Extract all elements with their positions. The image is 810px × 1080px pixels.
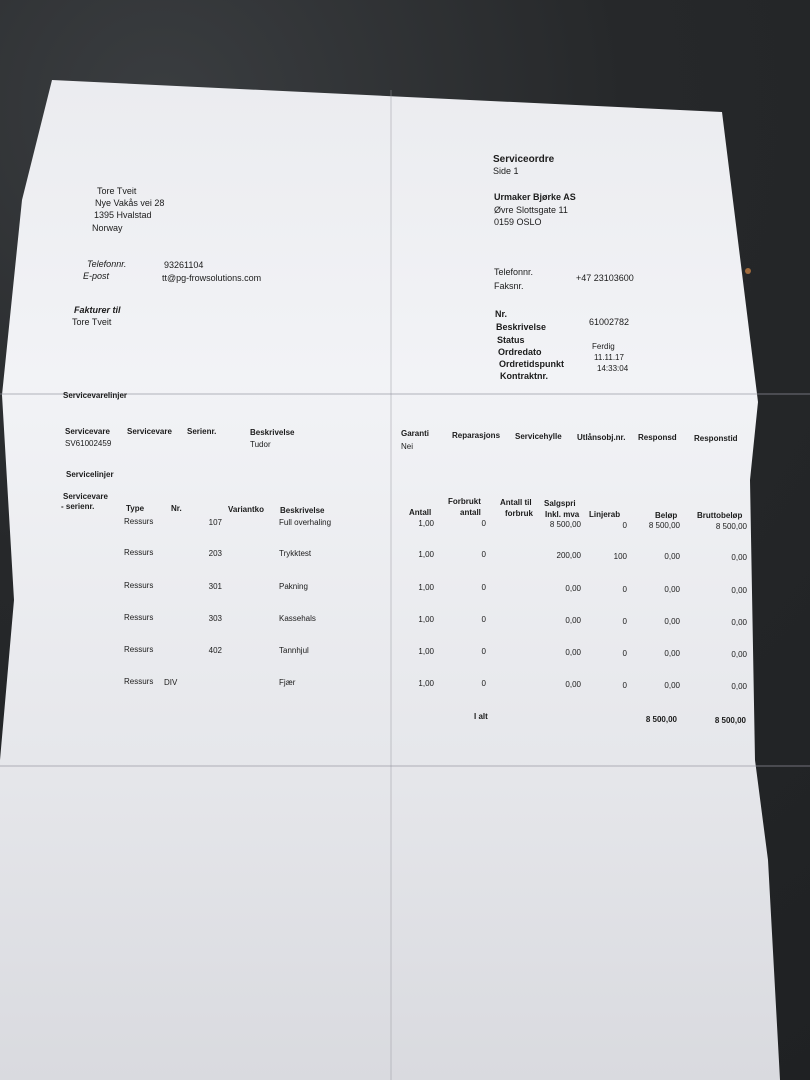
customer-postal: 1395 Hvalstad — [94, 210, 152, 220]
line-forbrukt-cell: 0 — [481, 583, 486, 593]
line-nr-cell: 301 — [208, 581, 222, 591]
lines-header: Variantko — [228, 505, 265, 514]
doc-title: Serviceordre — [493, 154, 555, 165]
lines-header: Linjerab — [589, 510, 621, 519]
line-brutto-cell: 0,00 — [731, 681, 747, 691]
line-pris-cell: 0,00 — [565, 616, 581, 625]
item-header: Beskrivelse — [250, 428, 295, 437]
line-nr-cell: DIV — [164, 677, 178, 687]
line-desc-cell: Kassehals — [279, 614, 316, 624]
line-rab-cell: 0 — [622, 648, 627, 658]
total-amount: 8 500,00 — [645, 715, 677, 724]
bill-to-label: Fakturer til — [74, 305, 121, 315]
total-gross: 8 500,00 — [714, 716, 746, 725]
line-belop-cell: 0,00 — [664, 681, 680, 691]
line-pris-cell: 0,00 — [565, 648, 581, 657]
lines-header: Forbrukt — [448, 497, 481, 506]
line-nr-cell: 203 — [208, 548, 222, 558]
item-description: Tudor — [250, 440, 271, 449]
line-antall-cell: 1,00 — [418, 518, 434, 528]
description-label: Beskrivelse — [496, 322, 547, 332]
line-pris-cell: 0,00 — [565, 584, 581, 593]
line-desc-cell: Full overhaling — [279, 518, 332, 528]
item-header: Servicehylle — [515, 432, 562, 441]
line-brutto-cell: 0,00 — [731, 552, 747, 562]
line-type-cell: Ressurs — [124, 517, 154, 526]
line-type-cell: Ressurs — [124, 645, 154, 654]
item-header: Serienr. — [187, 427, 217, 436]
item-header: Reparasjons — [452, 431, 501, 440]
line-type-cell: Ressurs — [124, 677, 154, 686]
order-number-label: Nr. — [495, 309, 508, 319]
item-header: Responstid — [694, 434, 738, 443]
page-number: Side 1 — [493, 166, 519, 176]
customer-address: Nye Vakås vei 28 — [95, 198, 165, 208]
customer-phone-label: Telefonnr. — [87, 259, 127, 269]
line-antall-cell: 1,00 — [418, 646, 434, 656]
status-label: Status — [497, 335, 525, 345]
vendor-phone-label: Telefonnr. — [494, 267, 534, 277]
line-forbrukt-cell: 0 — [481, 615, 486, 625]
lines-header: Bruttobeløp — [697, 511, 743, 520]
lines-header: forbruk — [505, 509, 533, 518]
line-desc-cell: Trykktest — [279, 549, 312, 559]
vendor-fax-label: Faksnr. — [494, 281, 524, 291]
line-rab-cell: 0 — [622, 680, 627, 690]
vendor-phone: +47 23103600 — [576, 273, 634, 283]
lines-header: Nr. — [171, 504, 182, 513]
customer-email-label: E-post — [83, 271, 110, 281]
lines-section-title: Servicelinjer — [66, 470, 114, 479]
line-desc-cell: Fjær — [279, 678, 296, 688]
lines-header: Type — [126, 504, 145, 513]
paper-fold-line — [0, 765, 810, 767]
line-nr-cell: 303 — [208, 613, 222, 623]
lines-header: Beskrivelse — [280, 506, 325, 515]
line-belop-cell: 8 500,00 — [648, 521, 680, 531]
lines-header: Beløp — [655, 511, 678, 520]
line-brutto-cell: 8 500,00 — [715, 521, 747, 531]
line-nr-cell: 402 — [208, 645, 222, 655]
line-antall-cell: 1,00 — [418, 582, 434, 592]
line-antall-cell: 1,00 — [418, 678, 434, 688]
order-time-label: Ordretidspunkt — [499, 359, 565, 369]
stain-spot — [745, 268, 751, 274]
line-belop-cell: 0,00 — [664, 649, 680, 659]
line-type-cell: Ressurs — [124, 613, 154, 622]
paper-fold-line — [390, 90, 392, 1080]
item-serial: SV61002459 — [65, 439, 112, 448]
customer-country: Norway — [92, 223, 123, 233]
customer-name: Tore Tveit — [97, 186, 137, 196]
order-date: 11.11.17 — [594, 353, 624, 362]
line-desc-cell: Tannhjul — [279, 646, 309, 656]
line-brutto-cell: 0,00 — [731, 585, 747, 595]
lines-header: - serienr. — [61, 502, 95, 511]
line-antall-cell: 1,00 — [418, 614, 434, 624]
line-rab-cell: 0 — [622, 584, 627, 594]
item-header: Servicevare — [127, 427, 172, 436]
item-warranty: Nei — [401, 442, 414, 451]
lines-header: Salgspri — [544, 499, 576, 508]
line-pris-cell: 8 500,00 — [549, 520, 581, 529]
lines-header: Inkl. mva — [545, 510, 580, 519]
line-antall-cell: 1,00 — [418, 549, 434, 559]
customer-phone: 93261104 — [164, 260, 204, 270]
line-type-cell: Ressurs — [124, 548, 154, 557]
lines-header: Antall til — [500, 498, 532, 507]
item-header: Servicevare — [65, 427, 110, 436]
line-type-cell: Ressurs — [124, 581, 154, 590]
line-desc-cell: Pakning — [279, 582, 308, 592]
order-number: 61002782 — [589, 317, 630, 327]
line-belop-cell: 0,00 — [664, 585, 680, 595]
line-belop-cell: 0,00 — [664, 552, 680, 562]
item-header: Garanti — [401, 429, 430, 438]
line-rab-cell: 0 — [622, 616, 627, 626]
lines-header: antall — [460, 508, 481, 517]
line-brutto-cell: 0,00 — [731, 649, 747, 659]
line-forbrukt-cell: 0 — [481, 519, 486, 529]
order-time: 14:33:04 — [597, 364, 629, 373]
vendor-name: Urmaker Bjørke AS — [494, 192, 576, 202]
vendor-address: Øvre Slottsgate 11 — [494, 205, 568, 215]
line-rab-cell: 100 — [613, 551, 627, 561]
line-forbrukt-cell: 0 — [481, 550, 486, 560]
item-header: Responsd — [638, 433, 677, 442]
line-pris-cell: 200,00 — [556, 551, 581, 560]
contract-label: Kontraktnr. — [500, 371, 549, 381]
lines-header: Antall — [409, 508, 432, 517]
order-date-label: Ordredato — [498, 347, 542, 357]
total-label: I alt — [474, 712, 488, 721]
item-header: Utlånsobj.nr. — [577, 433, 626, 442]
line-brutto-cell: 0,00 — [731, 617, 747, 627]
line-nr-cell: 107 — [208, 517, 222, 527]
line-pris-cell: 0,00 — [565, 680, 581, 689]
item-section-title: Servicevarelinjer — [63, 391, 128, 400]
line-rab-cell: 0 — [622, 520, 627, 530]
vendor-postal: 0159 OSLO — [494, 217, 542, 227]
customer-email: tt@pg-frowsolutions.com — [162, 273, 262, 283]
bill-to-name: Tore Tveit — [72, 317, 112, 327]
line-forbrukt-cell: 0 — [481, 647, 486, 657]
line-forbrukt-cell: 0 — [481, 679, 486, 689]
lines-header: Servicevare — [63, 492, 108, 501]
status-value: Ferdig — [592, 342, 615, 351]
line-belop-cell: 0,00 — [664, 617, 680, 627]
